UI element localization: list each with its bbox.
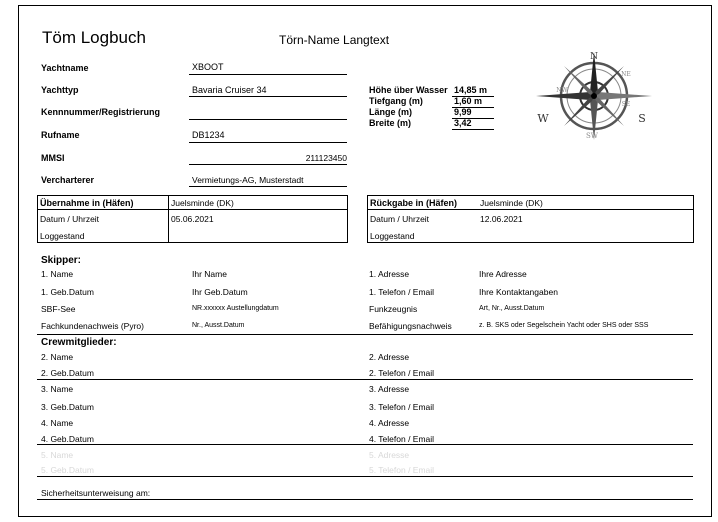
return-box (367, 195, 694, 243)
compass-se: SE (621, 101, 631, 108)
crew-row-right: 4. Telefon / Email (369, 434, 435, 444)
handover-box (37, 195, 348, 243)
crew-row-right: 2. Adresse (369, 352, 410, 362)
skipper-name-value: Ihr Name (192, 269, 227, 279)
yacht-name-label: Yachtname (41, 63, 89, 73)
draft-value: 1,60 m (454, 96, 483, 106)
crew-row-left: 2. Geb.Datum (41, 368, 94, 378)
crew-row-right: 5. Adresse (369, 450, 410, 460)
qualification-value: z. B. SKS oder Segelschein Yacht oder SHS oder SSS (479, 322, 649, 329)
crew-row-right: 2. Telefon / Email (369, 368, 435, 378)
compass-nw: NW (556, 87, 568, 94)
crew-row-right: 5. Telefon / Email (369, 465, 435, 475)
compass-ne: NE (621, 71, 631, 78)
return-title: Rückgabe in (Häfen) (370, 198, 458, 208)
crew-row-left: 5. Name (41, 450, 74, 460)
logbook-page (18, 5, 712, 517)
callsign-value: DB1234 (192, 130, 225, 140)
crew-row-left: 4. Geb.Datum (41, 434, 94, 444)
skipper-address-value: Ihre Adresse (479, 269, 527, 279)
return-date-value: 12.06.2021 (480, 214, 523, 224)
crew-row-left: 4. Name (41, 418, 74, 428)
yacht-name-value: XBOOT (192, 62, 224, 72)
handover-title: Übernahme in (Häfen) (40, 198, 134, 208)
yacht-type-value: Bavaria Cruiser 34 (192, 85, 267, 95)
skipper-heading: Skipper: (41, 255, 82, 266)
height-value: 14,85 m (454, 85, 488, 95)
charterer-label: Vercharterer (41, 175, 95, 185)
mmsi-value: 211123450 (305, 153, 347, 163)
radio-cert-value: Art, Nr., Ausst.Datum (479, 305, 545, 312)
safety-briefing-label: Sicherheitsunterweisung am: (41, 488, 151, 498)
skipper-name-label: 1. Name (41, 269, 74, 279)
mmsi-label: MMSI (41, 153, 65, 163)
registration-label: Kennnummer/Registrierung (41, 107, 161, 117)
page-title: Töm Logbuch (42, 28, 146, 47)
crew-row-left: 2. Name (41, 352, 74, 362)
trip-name: Törn-Name Langtext (279, 33, 390, 47)
length-value: 9,99 (454, 107, 472, 117)
return-place: Juelsminde (DK) (480, 198, 543, 208)
skipper-birth-value: Ihr Geb.Datum (192, 287, 248, 297)
crew-row-left: 3. Geb.Datum (41, 402, 94, 412)
compass-w: W (537, 112, 549, 125)
return-date-label: Datum / Uhrzeit (370, 214, 430, 224)
return-log-label: Loggestand (370, 231, 415, 241)
pyro-value: Nr., Ausst.Datum (192, 322, 245, 329)
handover-date-value: 05.06.2021 (171, 214, 214, 224)
sbf-value: NR.xxxxxx Austellungdatum (192, 305, 279, 312)
compass-rose-icon (527, 46, 657, 146)
crew-heading: Crewmitglieder: (41, 337, 117, 348)
compass-n: N (590, 52, 598, 62)
crew-row-left: 3. Name (41, 384, 74, 394)
beam-value: 3,42 (454, 118, 472, 128)
crew-row-right: 3. Adresse (369, 384, 410, 394)
compass-sw: SW (586, 132, 598, 140)
compass-s: S (638, 112, 646, 125)
handover-place: Juelsminde (DK) (171, 198, 234, 208)
callsign-label: Rufname (41, 130, 80, 140)
skipper-contact-value: Ihre Kontaktangaben (479, 287, 558, 297)
length-label: Länge (m) (369, 107, 413, 117)
yacht-type-label: Yachttyp (41, 85, 79, 95)
handover-date-label: Datum / Uhrzeit (40, 214, 100, 224)
pyro-label: Fachkundenachweis (Pyro) (41, 321, 144, 331)
handover-log-label: Loggestand (40, 231, 85, 241)
skipper-address-label: 1. Adresse (369, 269, 410, 279)
crew-row-left: 5. Geb.Datum (41, 465, 94, 475)
radio-cert-label: Funkzeugnis (369, 304, 418, 314)
sbf-label: SBF-See (41, 304, 76, 314)
beam-label: Breite (m) (369, 118, 412, 128)
crew-row-right: 4. Adresse (369, 418, 410, 428)
skipper-contact-label: 1. Telefon / Email (369, 287, 435, 297)
crew-row-right: 3. Telefon / Email (369, 402, 435, 412)
draft-label: Tiefgang (m) (369, 96, 423, 106)
height-label: Höhe über Wasser (369, 85, 448, 95)
qualification-label: Befähigungsnachweis (369, 321, 452, 331)
charterer-value: Vermietungs-AG, Musterstadt (192, 175, 304, 185)
skipper-birth-label: 1. Geb.Datum (41, 287, 94, 297)
